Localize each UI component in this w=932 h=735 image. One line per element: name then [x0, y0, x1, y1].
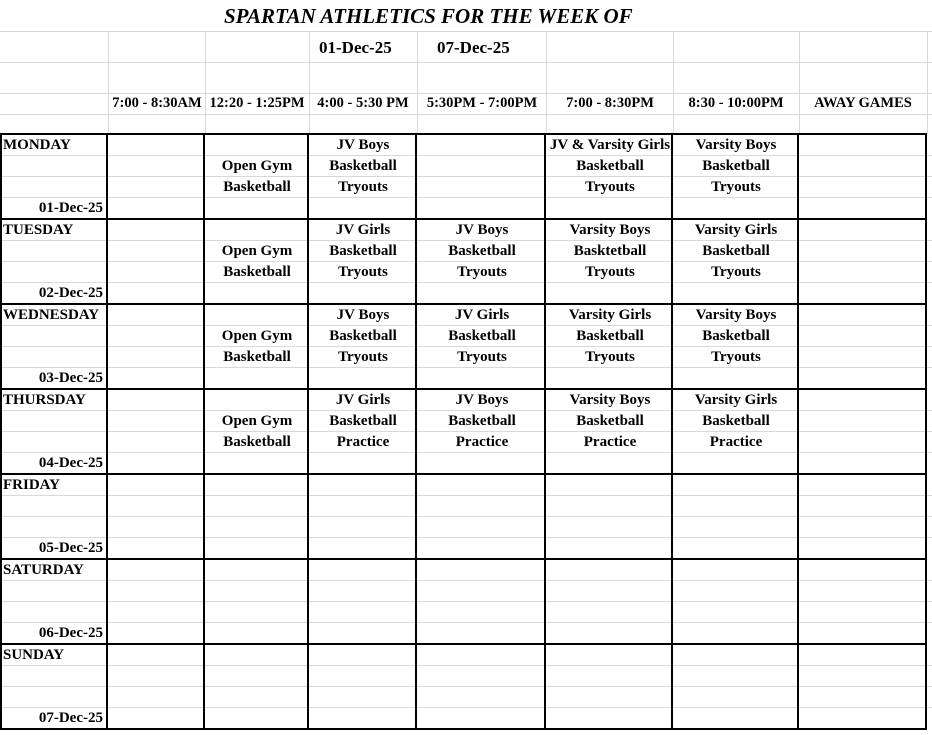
cell-border-vertical — [106, 133, 108, 730]
event-cell[interactable] — [540, 135, 680, 198]
event-text-line: Basketball — [448, 413, 516, 429]
time-slot-header[interactable]: 4:00 - 5:30 PM — [317, 95, 409, 111]
time-slot-header[interactable]: AWAY GAMES — [814, 95, 912, 111]
event-text-line: Basketball — [576, 158, 644, 174]
day-date[interactable]: 04-Dec-25 — [38, 455, 103, 471]
week-end-date[interactable]: 07-Dec-25 — [437, 38, 510, 57]
gridline-horizontal — [0, 686, 932, 687]
event-cell[interactable] — [666, 220, 806, 283]
gridline-vertical — [799, 31, 800, 134]
day-name-tuesday[interactable]: TUESDAY — [3, 222, 74, 238]
event-text-line: Tryouts — [585, 264, 635, 280]
day-date[interactable]: 07-Dec-25 — [38, 710, 103, 726]
event-text-line: Basketball — [702, 158, 770, 174]
event-cell[interactable] — [412, 390, 552, 453]
event-text-line: Practice — [455, 434, 509, 450]
time-slot-header[interactable]: 8:30 - 10:00PM — [688, 95, 784, 111]
event-text-line: Tryouts — [711, 264, 761, 280]
gridline-horizontal — [0, 580, 932, 581]
event-cell[interactable] — [666, 135, 806, 198]
event-text-line: Basketball — [576, 328, 644, 344]
time-slot-header[interactable]: 12:20 - 1:25PM — [209, 95, 305, 111]
gridline-vertical — [309, 31, 310, 134]
day-name-monday[interactable]: MONDAY — [3, 137, 71, 153]
gridline-vertical — [927, 31, 928, 134]
gridline-vertical — [673, 31, 674, 134]
time-slot-header[interactable]: 7:00 - 8:30PM — [566, 95, 654, 111]
day-date[interactable]: 02-Dec-25 — [38, 285, 103, 301]
event-text-line: Open Gym — [221, 413, 293, 429]
event-text-line: Varsity Girls — [568, 307, 652, 323]
event-text-line: Tryouts — [338, 264, 388, 280]
event-text-line: Open Gym — [221, 328, 293, 344]
event-text-line: Tryouts — [711, 349, 761, 365]
event-text-line: Varsity Boys — [569, 392, 651, 408]
event-text-line: JV Girls — [335, 222, 391, 238]
event-text-line: Basktetball — [573, 243, 647, 259]
gridline-vertical — [417, 31, 418, 134]
gridline-horizontal — [0, 665, 932, 666]
gridline-horizontal — [0, 707, 932, 708]
event-text-line: Basketball — [702, 413, 770, 429]
day-date[interactable]: 01-Dec-25 — [38, 200, 103, 216]
event-text-line: Basketball — [223, 349, 291, 365]
event-cell[interactable] — [412, 220, 552, 283]
day-name-thursday[interactable]: THURSDAY — [3, 392, 86, 408]
gridline-horizontal — [0, 495, 932, 496]
event-text-line: Varsity Girls — [694, 222, 778, 238]
event-text-line: Basketball — [329, 158, 397, 174]
event-text-line: Varsity Boys — [695, 137, 777, 153]
day-name-friday[interactable]: FRIDAY — [3, 477, 60, 493]
event-text-line: Practice — [336, 434, 390, 450]
cell-border-horizontal — [0, 728, 927, 730]
event-cell[interactable] — [412, 305, 552, 368]
day-name-saturday[interactable]: SATURDAY — [3, 562, 84, 578]
cell-border-horizontal — [0, 558, 927, 560]
event-text-line: Basketball — [329, 413, 397, 429]
event-text-line: JV Girls — [335, 392, 391, 408]
event-text-line: Basketball — [223, 434, 291, 450]
event-text-line: Open Gym — [221, 243, 293, 259]
gridline-vertical — [546, 31, 547, 134]
event-text-line: JV Boys — [336, 137, 390, 153]
day-date[interactable]: 03-Dec-25 — [38, 370, 103, 386]
event-text-line: Basketball — [448, 243, 516, 259]
event-cell[interactable] — [540, 390, 680, 453]
event-text-line: Basketball — [329, 328, 397, 344]
gridline-horizontal — [0, 516, 932, 517]
event-text-line: Varsity Boys — [569, 222, 651, 238]
event-text-line: Varsity Boys — [695, 307, 777, 323]
event-text-line: Basketball — [702, 243, 770, 259]
gridline-vertical — [108, 31, 109, 134]
event-text-line: Practice — [709, 434, 763, 450]
day-date[interactable]: 06-Dec-25 — [38, 625, 103, 641]
gridline-horizontal — [0, 601, 932, 602]
gridline-horizontal — [0, 114, 932, 115]
cell-border-horizontal — [0, 643, 927, 645]
event-text-line: Tryouts — [457, 349, 507, 365]
event-cell[interactable] — [666, 305, 806, 368]
event-text-line: Varsity Girls — [694, 392, 778, 408]
event-text-line: JV Boys — [455, 222, 509, 238]
event-text-line: Basketball — [702, 328, 770, 344]
event-text-line: Open Gym — [221, 158, 293, 174]
event-text-line: JV & Varsity Girls — [549, 137, 671, 153]
day-date[interactable]: 05-Dec-25 — [38, 540, 103, 556]
event-cell[interactable] — [540, 220, 680, 283]
time-slot-header[interactable]: 5:30PM - 7:00PM — [426, 95, 538, 111]
cell-border-horizontal — [0, 473, 927, 475]
event-text-line: Tryouts — [585, 349, 635, 365]
gridline-horizontal — [0, 31, 932, 32]
time-slot-header[interactable]: 7:00 - 8:30AM — [112, 95, 202, 111]
day-name-wednesday[interactable]: WEDNESDAY — [3, 307, 100, 323]
gridline-horizontal — [0, 622, 932, 623]
day-name-sunday[interactable]: SUNDAY — [3, 647, 65, 663]
event-text-line: Tryouts — [338, 349, 388, 365]
event-text-line: Basketball — [223, 179, 291, 195]
event-text-line: JV Boys — [336, 307, 390, 323]
event-text-line: Practice — [583, 434, 637, 450]
event-text-line: Tryouts — [457, 264, 507, 280]
gridline-horizontal — [0, 537, 932, 538]
event-text-line: Basketball — [576, 413, 644, 429]
week-start-date[interactable]: 01-Dec-25 — [319, 38, 392, 57]
event-text-line: Tryouts — [711, 179, 761, 195]
event-text-line: JV Girls — [454, 307, 510, 323]
gridline-horizontal — [0, 62, 932, 63]
event-cell[interactable] — [293, 135, 433, 198]
event-text-line: JV Boys — [455, 392, 509, 408]
event-text-line: Tryouts — [338, 179, 388, 195]
gridline-vertical — [205, 31, 206, 134]
event-cell[interactable] — [540, 305, 680, 368]
event-text-line: Basketball — [448, 328, 516, 344]
cell-border-vertical — [925, 133, 927, 730]
event-cell[interactable] — [666, 390, 806, 453]
sheet-title: SPARTAN ATHLETICS FOR THE WEEK OF — [224, 4, 633, 28]
event-text-line: Basketball — [223, 264, 291, 280]
event-text-line: Tryouts — [585, 179, 635, 195]
event-text-line: Basketball — [329, 243, 397, 259]
